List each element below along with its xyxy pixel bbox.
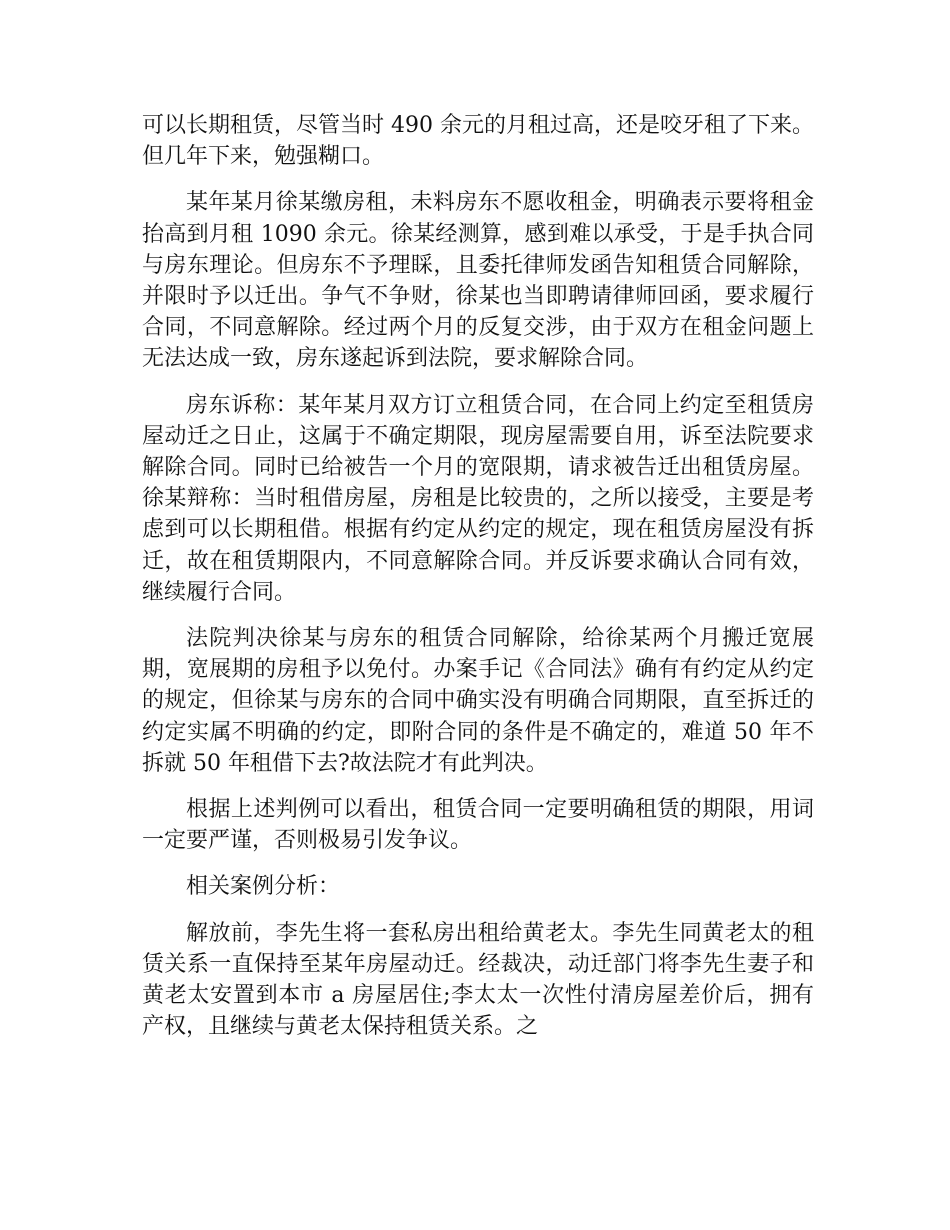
paragraph-court-ruling: 法院判决徐某与房东的租赁合同解除，给徐某两个月搬迁宽展期，宽展期的房租予以免付。办案手记《合同法》确有有约定从约定的规定，但徐某与房东的合同中确实没有明确合同期限，直至拆迁的约定实属不明确的约定，即附合同的条件是不确定的，难道 50 年不拆就 50 年租借下去?故法院才有此判决。: [142, 626, 814, 776]
paragraph-rent-increase: 某年某月徐某缴房租，未料房东不愿收租金，明确表示要将租金抬高到月租 1090 余元。徐某经测算，感到难以承受，于是手执合同与房东理论。但房东不予理睬，且委托律师发函告知租赁合同解除，并限时予以迁出。争气不争财，徐某也当即聘请律师回函，要求履行合同，不同意解除。经过两个月的反复交涉，由于双方在租金问题上无法达成一致，房东遂起诉到法院，要求解除合同。: [142, 190, 814, 372]
paragraph-related-heading: 相关案例分析：: [186, 874, 341, 900]
paragraph-continuation: 可以长期租赁，尽管当时 490 余元的月租过高，还是咬牙租了下来。但几年下来，勉强糊口。: [142, 113, 814, 170]
paragraph-landlord-claim: 房东诉称：某年某月双方订立租赁合同，在合同上约定至租赁房屋动迁之日止，这属于不确定期限，现房屋需要自用，诉至法院要求解除合同。同时已给被告一个月的宽限期，请求被告迁出租赁房屋。徐某辩称：当时租借房屋，房租是比较贵的，之所以接受，主要是考虑到可以长期租借。根据有约定从约定的规定，现在租赁房屋没有拆迁，故在租赁期限内，不同意解除合同。并反诉要求确认合同有效，继续履行合同。: [142, 392, 814, 605]
paragraph-conclusion: 根据上述判例可以看出，租赁合同一定要明确租赁的期限，用词一定要严谨，否则极易引发争议。: [142, 797, 814, 854]
paragraph-related-case: 解放前，李先生将一套私房出租给黄老太。李先生同黄老太的租赁关系一直保持至某年房屋动迁。经裁决，动迁部门将李先生妻子和黄老太安置到本市 a 房屋居住;李太太一次性付清房屋差价后，拥有产权，且继续与黄老太保持租赁关系。之: [142, 920, 814, 1040]
document-page: [142, 110, 814, 1057]
